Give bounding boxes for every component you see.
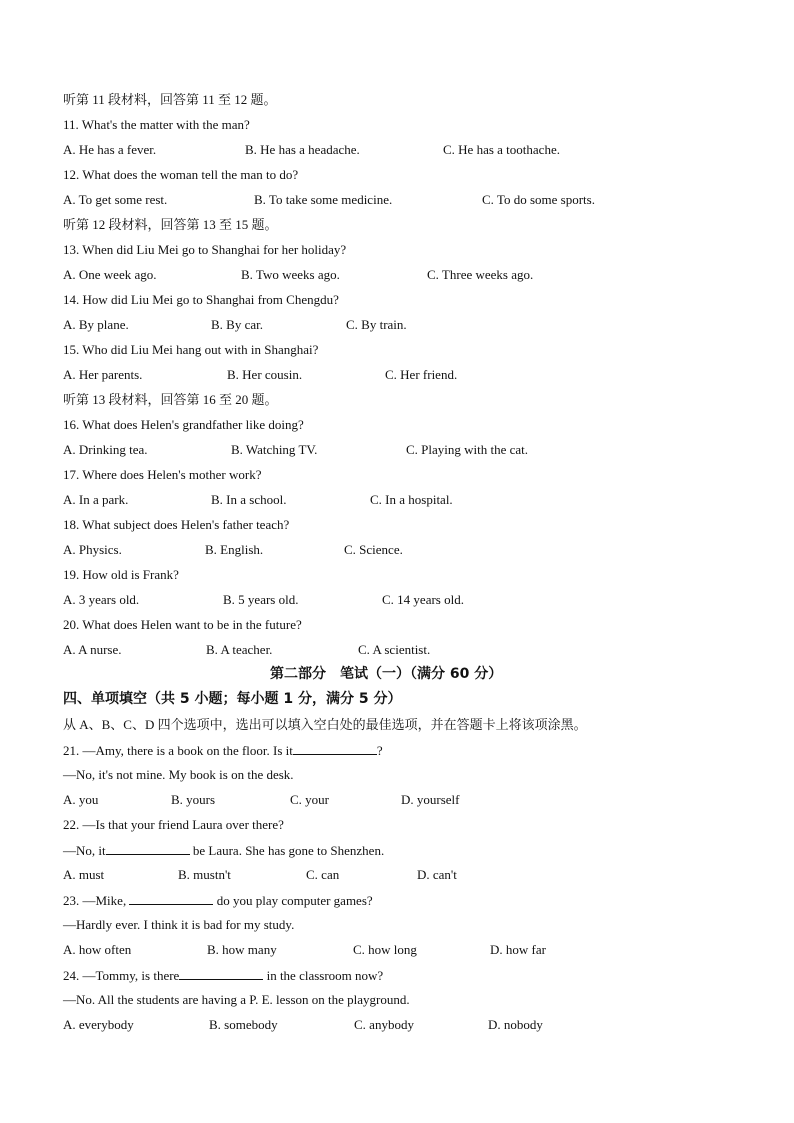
- option-d: D. nobody: [488, 1017, 543, 1032]
- question-14: 14. How did Liu Mei go to Shanghai from Chengdu?: [63, 292, 339, 307]
- question-text-after: ?: [376, 743, 383, 758]
- option-a: A. To get some rest.: [63, 192, 168, 207]
- option-c: C. To do some sports.: [482, 192, 595, 207]
- option-b: B. Her cousin.: [227, 367, 303, 382]
- answer-blank: [293, 742, 377, 755]
- option-d: D. yourself: [401, 792, 460, 807]
- question-text-after: do you play computer games?: [213, 893, 373, 908]
- option-a: A. By plane.: [63, 317, 129, 332]
- option-a: A. In a park.: [63, 492, 129, 507]
- option-c: C. 14 years old.: [382, 592, 464, 607]
- option-c: C. By train.: [346, 317, 407, 332]
- option-b: B. He has a headache.: [245, 142, 360, 157]
- option-a: A. Physics.: [63, 542, 122, 557]
- question-11: 11. What's the matter with the man?: [63, 117, 250, 132]
- option-c: C. your: [290, 792, 329, 807]
- option-b: B. mustn't: [178, 867, 231, 882]
- question-15: 15. Who did Liu Mei hang out with in Shanghai?: [63, 342, 319, 357]
- answer-blank: [129, 892, 213, 905]
- part-two-title: 第二部分 笔试（一）（满分 60 分）: [270, 666, 503, 682]
- option-b: B. 5 years old.: [223, 592, 299, 607]
- option-b: B. how many: [207, 942, 277, 957]
- question-22: 22. —Is that your friend Laura over there?: [63, 817, 284, 832]
- option-c: C. anybody: [354, 1017, 414, 1032]
- question-text: 24. —Tommy, is there: [63, 968, 180, 983]
- reply-23: —Hardly ever. I think it is bad for my study.: [63, 917, 295, 932]
- option-a: A. how often: [63, 942, 132, 957]
- reply-text-after: be Laura. She has gone to Shenzhen.: [189, 843, 385, 858]
- option-c: C. Her friend.: [385, 367, 458, 382]
- question-20: 20. What does Helen want to be in the future?: [63, 617, 302, 632]
- answer-blank: [106, 842, 190, 855]
- option-a: A. you: [63, 792, 99, 807]
- question-19: 19. How old is Frank?: [63, 567, 179, 582]
- question-21: [63, 742, 383, 759]
- question-12: 12. What does the woman tell the man to do?: [63, 167, 299, 182]
- question-13: 13. When did Liu Mei go to Shanghai for her holiday?: [63, 242, 347, 257]
- section-heading-11: 听第 11 段材料，回答第 11 至 12 题。: [63, 92, 277, 107]
- option-b: B. To take some medicine.: [254, 192, 393, 207]
- option-a: A. Drinking tea.: [63, 442, 148, 457]
- option-b: B. yours: [171, 792, 216, 807]
- option-b: B. English.: [205, 542, 264, 557]
- option-d: D. how far: [490, 942, 546, 957]
- part-four-title: 四、单项填空（共 5 小题；每小题 1 分，满分 5 分）: [63, 691, 402, 707]
- option-c: C. how long: [353, 942, 417, 957]
- question-text: 23. —Mike,: [63, 893, 130, 908]
- question-18: 18. What subject does Helen's father teach?: [63, 517, 290, 532]
- option-c: C. Three weeks ago.: [427, 267, 534, 282]
- option-a: A. A nurse.: [63, 642, 122, 657]
- option-c: C. Science.: [344, 542, 403, 557]
- option-b: B. somebody: [209, 1017, 278, 1032]
- section-heading-12: 听第 12 段材料，回答第 13 至 15 题。: [63, 217, 278, 232]
- option-b: B. By car.: [211, 317, 263, 332]
- option-b: B. Two weeks ago.: [241, 267, 340, 282]
- option-c: C. Playing with the cat.: [406, 442, 529, 457]
- option-c: C. A scientist.: [358, 642, 431, 657]
- question-16: 16. What does Helen's grandfather like doing?: [63, 417, 304, 432]
- option-a: A. One week ago.: [63, 267, 157, 282]
- reply-21: —No, it's not mine. My book is on the desk.: [63, 767, 294, 782]
- option-a: A. everybody: [63, 1017, 134, 1032]
- option-b: B. Watching TV.: [231, 442, 318, 457]
- option-a: A. Her parents.: [63, 367, 143, 382]
- option-c: C. In a hospital.: [370, 492, 453, 507]
- option-b: B. In a school.: [211, 492, 287, 507]
- section-heading-13: 听第 13 段材料，回答第 16 至 20 题。: [63, 392, 278, 407]
- question-24: [63, 967, 383, 984]
- option-c: C. He has a toothache.: [443, 142, 560, 157]
- part-four-instruction: 从 A、B、C、D 四个选项中，选出可以填入空白处的最佳选项，并在答题卡上将该项涂黑。: [63, 717, 587, 732]
- reply-22: [63, 842, 384, 859]
- option-c: C. can: [306, 867, 340, 882]
- option-a: A. 3 years old.: [63, 592, 140, 607]
- option-b: B. A teacher.: [206, 642, 273, 657]
- option-a: A. He has a fever.: [63, 142, 157, 157]
- question-17: 17. Where does Helen's mother work?: [63, 467, 262, 482]
- question-23: [63, 892, 373, 909]
- reply-text: —No, it: [63, 843, 106, 858]
- question-text-after: in the classroom now?: [263, 968, 384, 983]
- answer-blank: [179, 967, 263, 980]
- option-a: A. must: [63, 867, 105, 882]
- option-d: D. can't: [417, 867, 457, 882]
- question-text: 21. —Amy, there is a book on the floor. Is it: [63, 743, 293, 758]
- reply-24: —No. All the students are having a P. E. lesson on the playground.: [63, 992, 410, 1007]
